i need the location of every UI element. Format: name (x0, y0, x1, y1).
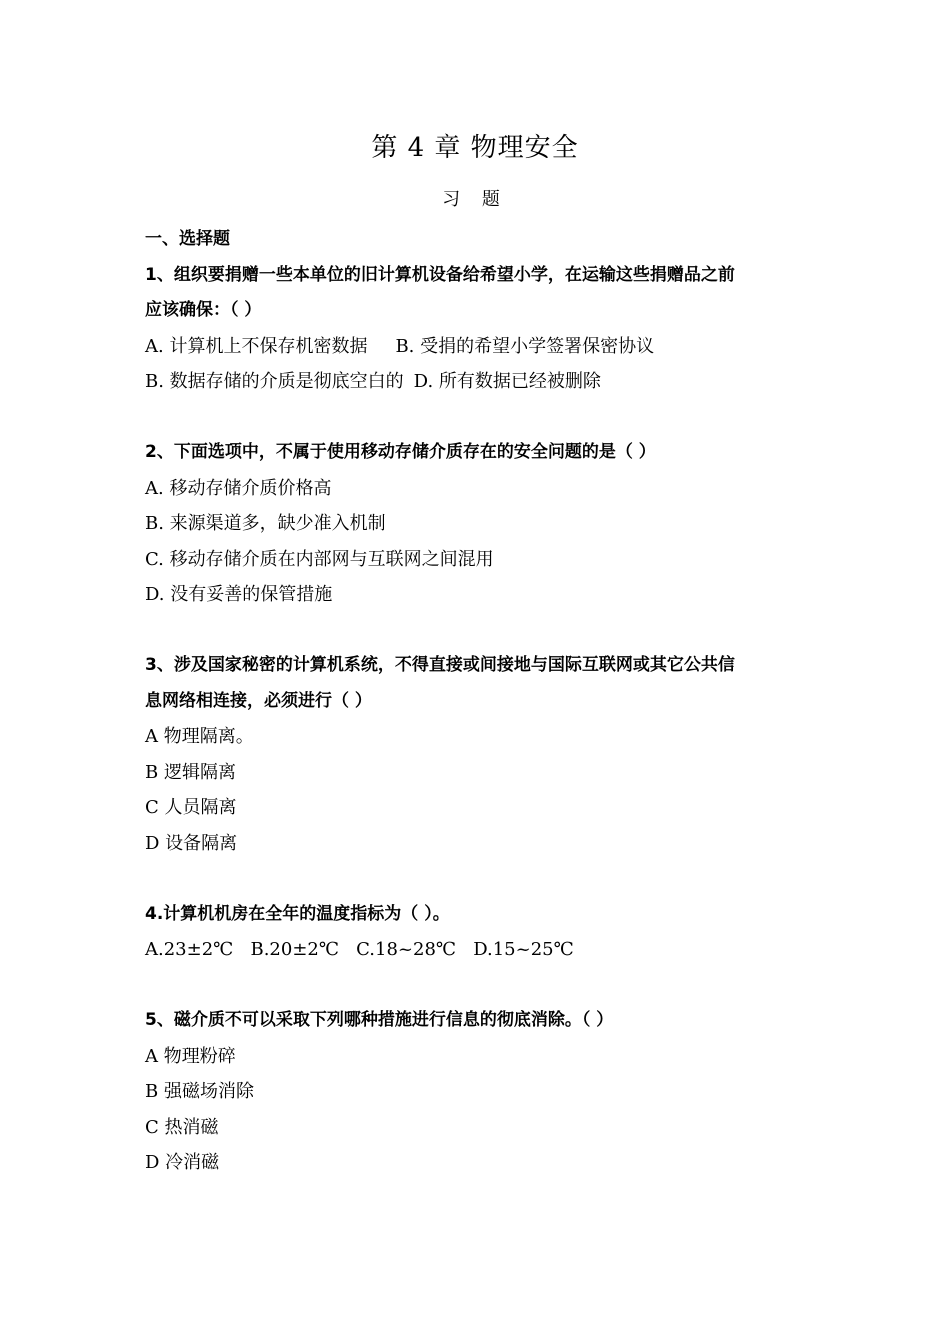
question-5-option-d: D 冷消磁 (145, 1152, 220, 1173)
question-1-option-b: B. 受捐的希望小学签署保密协议 (395, 335, 655, 357)
question-3-stem-line1: 3、涉及国家秘密的计算机系统，不得直接或间接地与国际互联网或其它公共信 (145, 655, 735, 675)
question-1-option-a: A. 计算机上不保存机密数据 (145, 335, 368, 357)
question-2-option-b: B. 来源渠道多，缺少准入机制 (145, 513, 386, 534)
question-2-option-d: D. 没有妥善的保管措施 (145, 584, 333, 605)
chapter-title: 第 4 章 物理安全 (371, 133, 579, 163)
question-3-option-b: B 逻辑隔离 (145, 761, 236, 783)
question-5-option-b: B 强磁场消除 (145, 1081, 254, 1102)
question-3-option-c: C 人员隔离 (145, 797, 237, 818)
question-5-stem: 5、磁介质不可以采取下列哪种措施进行信息的彻底消除。（ ） (145, 1010, 614, 1030)
exercise-subtitle: 习 题 (442, 189, 508, 210)
question-1-stem-line1: 1、组织要捐赠一些本单位的旧计算机设备给希望小学，在运输这些捐赠品之前 (145, 264, 735, 285)
question-3-stem-line2: 息网络相连接，必须进行（ ） (145, 690, 372, 711)
spacer (145, 968, 825, 1004)
question-2-stem: 2、下面选项中，不属于使用移动存储介质存在的安全问题的是（ ） (145, 442, 656, 462)
question-5-option-a: A 物理粉碎 (145, 1045, 236, 1067)
question-2-option-a: A. 移动存储介质价格高 (145, 477, 332, 499)
question-5 (145, 1003, 825, 1181)
question-3 (145, 648, 825, 861)
question-3-option-a: A 物理隔离。 (145, 726, 254, 747)
question-2-option-c: C. 移动存储介质在内部网与互联网之间混用 (145, 548, 494, 570)
question-1-option-c: B. 数据存储的介质是彻底空白的 (145, 371, 404, 392)
question-2 (145, 435, 825, 613)
section-heading: 一、选择题 (145, 229, 230, 249)
document-body (145, 222, 825, 1181)
spacer (145, 861, 825, 897)
question-4-stem: 4.计算机机房在全年的温度指标为（ ）。 (145, 903, 450, 924)
question-1 (145, 258, 825, 400)
spacer (145, 400, 825, 436)
question-5-option-c: C 热消磁 (145, 1116, 219, 1138)
question-4-options: A.23±2℃ B.20±2℃ C.18~28℃ D.15~25℃ (145, 939, 574, 960)
question-3-option-d: D 设备隔离 (145, 832, 238, 854)
question-1-option-d: D. 所有数据已经被删除 (413, 371, 601, 392)
question-1-stem-line2: 应该确保：（ ） (145, 300, 262, 320)
question-1-options-row2 (145, 364, 825, 400)
spacer (145, 613, 825, 649)
question-1-options-row1 (145, 329, 825, 365)
question-4 (145, 897, 825, 968)
